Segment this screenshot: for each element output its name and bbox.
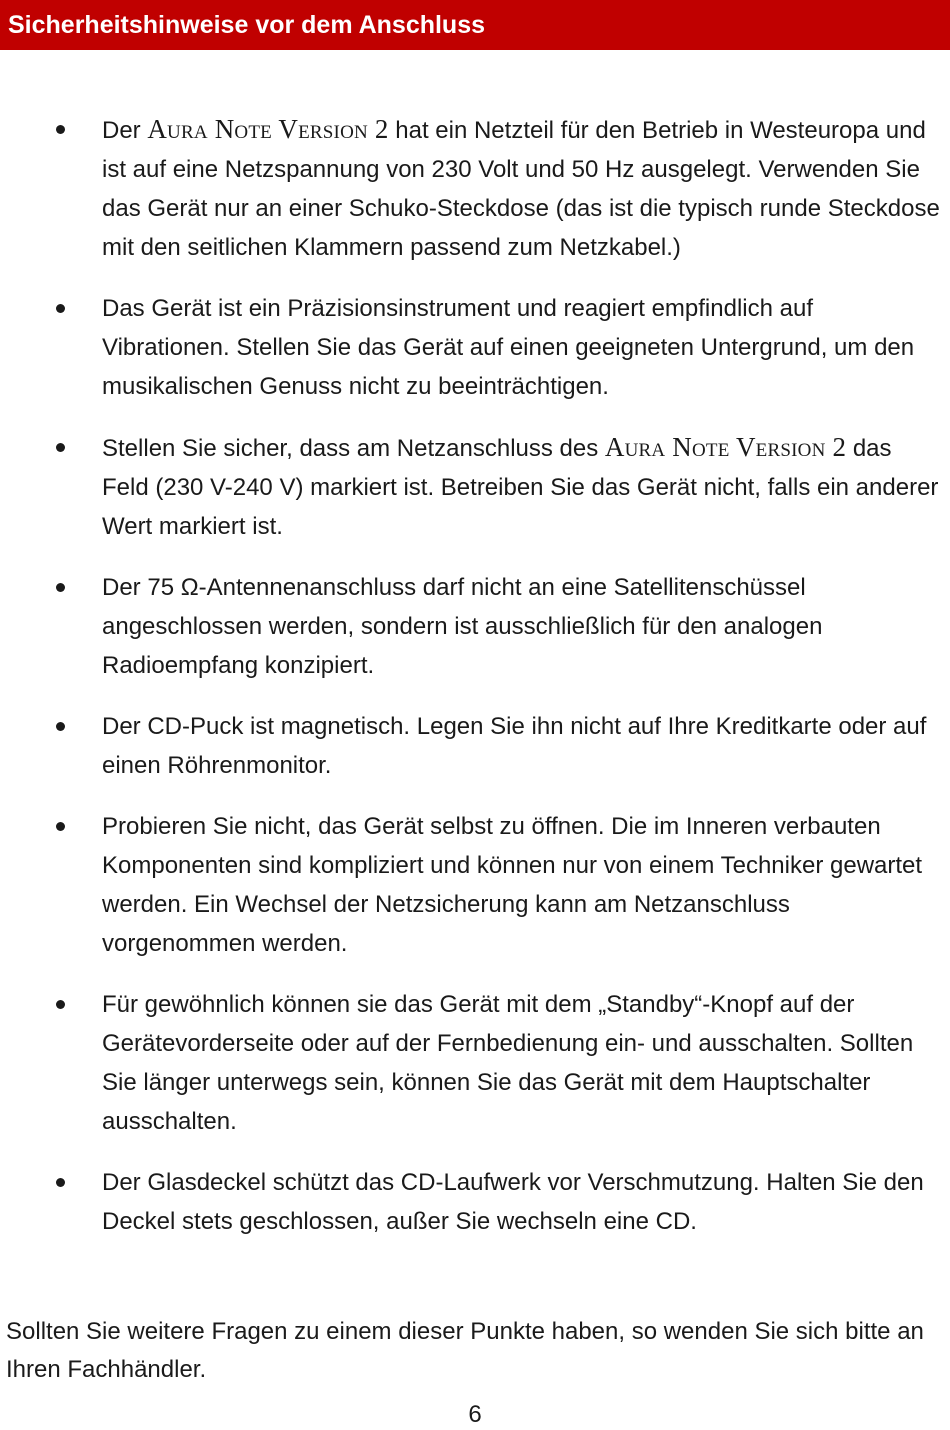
list-item [0, 110, 950, 267]
section-header [0, 0, 950, 50]
bullet-icon [56, 304, 65, 313]
list-item [0, 707, 950, 785]
item-text: Für gewöhnlich können sie das Gerät mit dem „Standby“-Knopf auf der Gerätevorderseite oder auf der Fernbedienung ein- und ausschalten. Sollten Sie länger unterwegs sein, können Sie das Gerät mit dem Hauptschalter ausschalten. [102, 991, 914, 1135]
item-text-pre: Der [102, 117, 148, 144]
item-text: Der Glasdeckel schützt das CD-Laufwerk vor Verschmutzung. Halten Sie den Deckel stets geschlossen, außer Sie wechseln eine CD. [102, 1169, 924, 1235]
item-text: Probieren Sie nicht, das Gerät selbst zu öffnen. Die im Inneren verbauten Komponenten sind kompliziert und können nur von einem Techniker gewartet werden. Ein Wechsel der Netzsicherung kann am Netzanschluss vorgenommen werden. [102, 813, 923, 957]
brand-name: Aura Note Version 2 [147, 114, 389, 144]
list-item [0, 568, 950, 685]
brand-name: Aura Note Version 2 [604, 432, 847, 462]
bullet-icon [56, 722, 65, 731]
item-text-post: das Feld (230 V-240 V) markiert ist. Betreiben Sie das Gerät nicht, falls ein anderer Wert markiert ist. [102, 435, 939, 540]
item-text: Der CD-Puck ist magnetisch. Legen Sie ihn nicht auf Ihre Kreditkarte oder auf einen Röhrenmonitor. [102, 713, 927, 779]
item-text: Der 75 Ω-Antennenanschluss darf nicht an eine Satellitenschüssel angeschlossen werden, sondern ist ausschließlich für den analogen Radioempfang konzipiert. [102, 574, 823, 679]
list-item [0, 1163, 950, 1241]
list-item [0, 428, 950, 546]
list-item [0, 807, 950, 963]
list-item [0, 289, 950, 406]
bullet-icon [56, 443, 65, 452]
item-text-post: hat ein Netzteil für den Betrieb in Westeuropa und ist auf eine Netzspannung von 230 Volt und 50 Hz ausgelegt. Verwenden Sie das Gerät nur an einer Schuko-Steckdose (das ist die typisch runde Steckdose mit den seitlichen Klammern passend zum Netzkabel.) [102, 117, 940, 261]
closing-paragraph: Sollten Sie weitere Fragen zu einem dieser Punkte haben, so wenden Sie sich bitte an Ihren Fachhändler. [6, 1318, 924, 1383]
section-title: Sicherheitshinweise vor dem Anschluss [8, 11, 486, 39]
item-text: Das Gerät ist ein Präzisionsinstrument und reagiert empfindlich auf Vibrationen. Stellen Sie das Gerät auf einen geeigneten Untergrund, um den musikalischen Genuss nicht zu beeinträchtigen. [102, 295, 915, 400]
item-text-pre: Stellen Sie sicher, dass am Netzanschluss des [102, 435, 605, 462]
bullet-icon [56, 1178, 65, 1187]
bullet-icon [56, 125, 65, 134]
safety-list [0, 110, 950, 1263]
page-number: 6 [468, 1401, 482, 1428]
list-item [0, 985, 950, 1141]
bullet-icon [56, 583, 65, 592]
bullet-icon [56, 1000, 65, 1009]
bullet-icon [56, 822, 65, 831]
